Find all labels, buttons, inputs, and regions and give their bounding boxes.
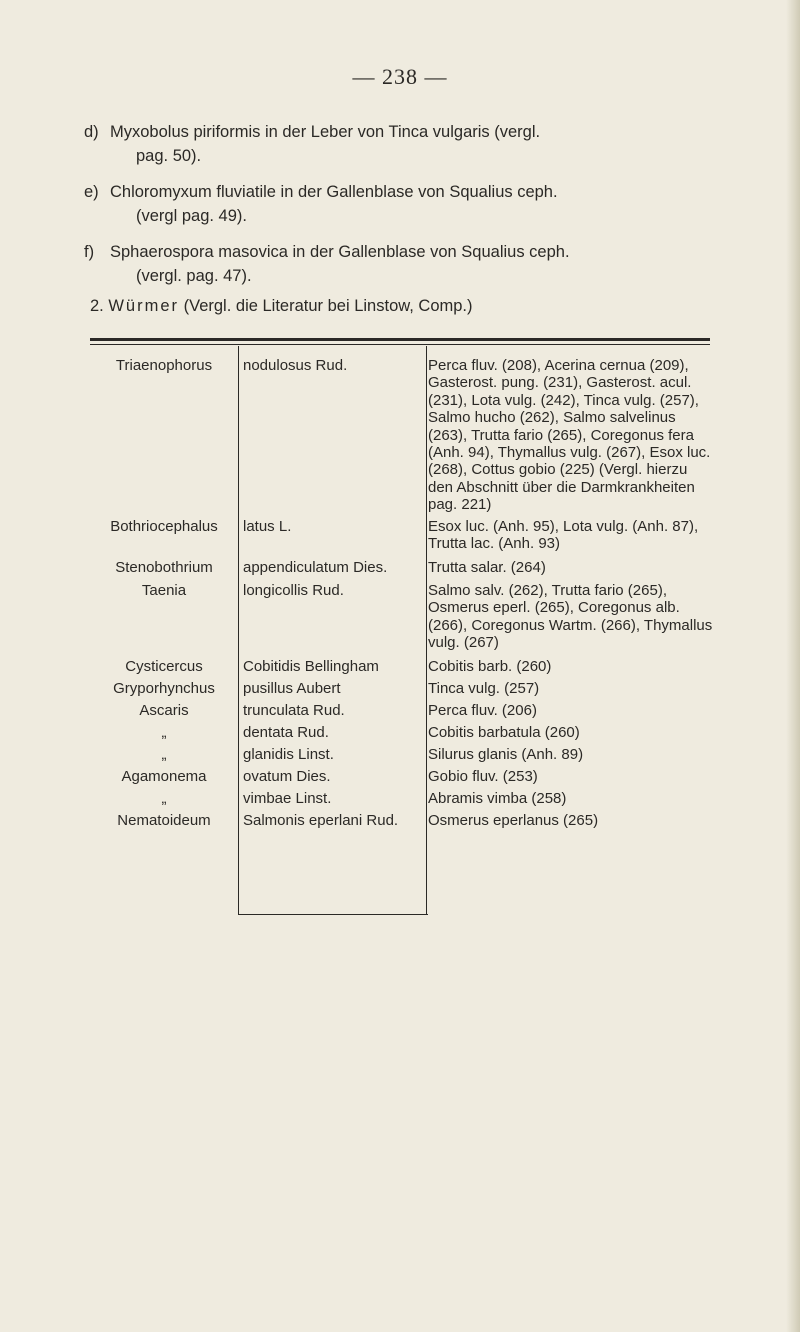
hosts-cell: Silurus glanis (Anh. 89) — [428, 746, 584, 763]
species-cell: nodulosus Rud. — [243, 357, 348, 374]
hosts-cell: Perca fluv. (208), Acerina cernua (209), Gasterost. pung. (231), Gasterost. acul. (231), Lota vulg. (242), Tinca vulg. (257), Salmo hucho (262), Salmo salvelinus (263), Trutta fario (265), Coregonus fera (Anh. 94), Thymallus vulg. (267), Esox luc. (268), Cottus gobio (225) (Vergl. hierzu den Abschnitt über die Darmkrankheiten pag. 221) — [428, 357, 711, 514]
species-cell: dentata Rud. — [243, 724, 329, 741]
species-cell: vimbae Linst. — [243, 790, 332, 807]
entry-text-continued: pag. 50). — [136, 147, 202, 165]
hosts-cell: Tinca vulg. (257) — [428, 680, 540, 697]
species-cell: pusillus Aubert — [243, 680, 341, 697]
species-cell: glanidis Linst. — [243, 746, 334, 763]
hosts-cell: Abramis vimba (258) — [428, 790, 567, 807]
genus-cell: Bothriocephalus — [110, 518, 218, 535]
hosts-cell: Esox luc. (Anh. 95), Lota vulg. (Anh. 87), Trutta lac. (Anh. 93) — [428, 518, 699, 553]
genus-cell: Triaenophorus — [115, 357, 213, 374]
species-cell: latus L. — [243, 518, 292, 535]
species-cell: ovatum Dies. — [243, 768, 331, 785]
section-title: Würmer — [108, 297, 180, 315]
hosts-cell: Trutta salar. (264) — [428, 559, 546, 576]
page-edge-shadow — [786, 0, 800, 1332]
entry-letter: d) — [84, 123, 99, 141]
species-cell: appendiculatum Dies. — [243, 559, 388, 576]
page-number: — 238 — — [352, 64, 448, 89]
genus-cell: Ascaris — [139, 702, 189, 719]
hosts-cell: Osmerus eperlanus (265) — [428, 812, 599, 829]
genus-cell: Gryporhynchus — [113, 680, 215, 697]
entry-letter: e) — [84, 183, 99, 201]
entry-text: Chloromyxum fluviatile in der Gallenblase von Squalius ceph. — [110, 183, 558, 201]
entry-letter: f) — [84, 243, 95, 261]
column-divider-2 — [426, 346, 427, 914]
hosts-cell: Cobitis barb. (260) — [428, 658, 552, 675]
entry-f — [84, 240, 710, 288]
entry-e — [84, 180, 710, 228]
column-divider-1 — [238, 346, 239, 914]
section-number: 2. — [90, 297, 104, 315]
section-reference: (Vergl. die Literatur bei Linstow, Comp.) — [183, 297, 473, 315]
species-cell: Cobitidis Bellingham — [243, 658, 379, 675]
hosts-cell: Salmo salv. (262), Trutta fario (265), Osmerus eperl. (265), Coregonus alb. (266), Coregonus Wartm. (266), Thymallus vulg. (267) — [428, 582, 713, 652]
species-cell: trunculata Rud. — [243, 702, 345, 719]
species-cell: Salmonis eperlani Rud. — [243, 812, 399, 829]
entry-text-continued: (vergl pag. 49). — [136, 207, 247, 225]
genus-cell: Nematoideum — [117, 812, 211, 829]
genus-cell: Agamonema — [121, 768, 207, 785]
entry-text-continued: (vergl. pag. 47). — [136, 267, 252, 285]
genus-cell-ditto: „ — [161, 790, 167, 807]
hosts-cell: Gobio fluv. (253) — [428, 768, 538, 785]
section-heading — [90, 297, 473, 316]
genus-cell: Cysticercus — [125, 658, 203, 675]
table-bottom-rule — [238, 914, 428, 915]
genus-cell: Stenobothrium — [115, 559, 213, 576]
hosts-cell: Cobitis barbatula (260) — [428, 724, 580, 741]
entry-text: Myxobolus piriformis in der Leber von Tinca vulgaris (vergl. — [110, 123, 541, 141]
genus-cell: Taenia — [141, 582, 187, 599]
genus-cell-ditto: „ — [161, 724, 167, 741]
genus-cell-ditto: „ — [161, 746, 167, 763]
species-cell: longicollis Rud. — [243, 582, 344, 599]
entry-d — [84, 120, 710, 168]
entry-text: Sphaerospora masovica in der Gallenblase von Squalius ceph. — [110, 243, 570, 261]
table-top-rule-thick — [90, 338, 710, 341]
table-top-rule-thin — [90, 344, 710, 345]
hosts-cell: Perca fluv. (206) — [428, 702, 537, 719]
